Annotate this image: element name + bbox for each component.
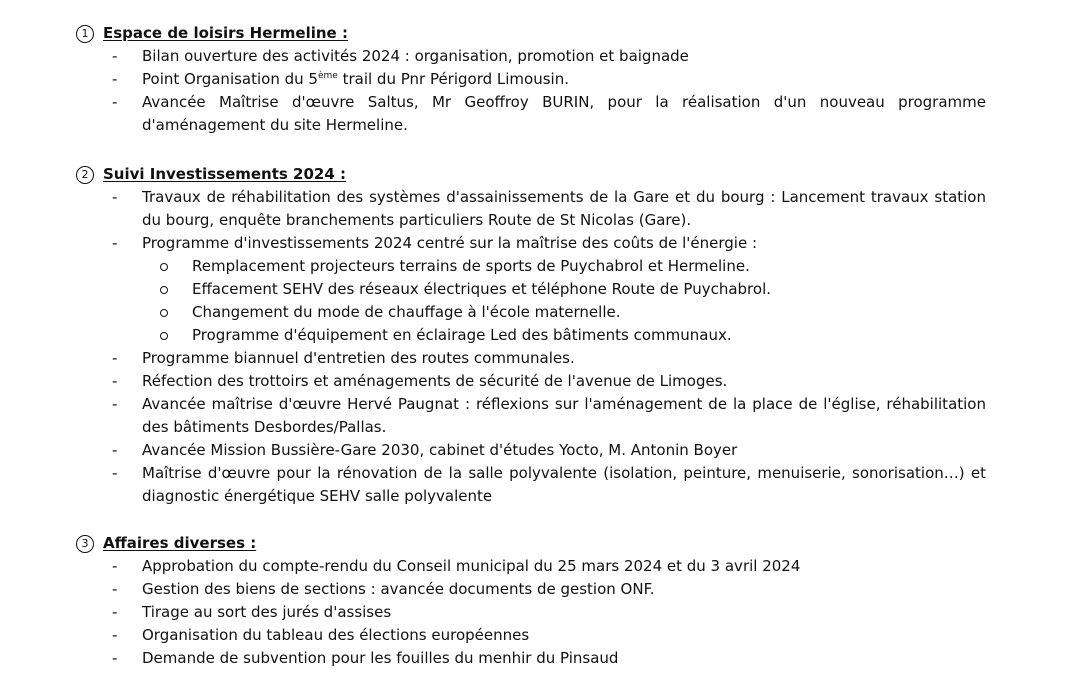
dash-bullet: - xyxy=(112,349,118,367)
dash-bullet: - xyxy=(112,234,118,252)
list-item xyxy=(76,370,986,393)
section-investissements xyxy=(76,162,986,508)
list-item xyxy=(76,555,986,578)
item-list xyxy=(76,186,986,508)
section-espace-loisirs xyxy=(76,21,986,137)
item-text: Organisation du tableau des élections européennes xyxy=(142,626,530,644)
list-item xyxy=(76,647,986,670)
item-text: Approbation du compte-rendu du Conseil municipal du 25 mars 2024 et du 3 avril 2024 xyxy=(142,557,801,575)
item-text: Point Organisation du 5ème trail du Pnr Périgord Limousin. xyxy=(142,70,569,88)
item-text: Programme d'investissements 2024 centré sur la maîtrise des coûts de l'énergie : xyxy=(142,234,758,252)
item-text: Travaux de réhabilitation des systèmes d'assainissements de la Gare et du bourg : Lancement travaux station du bourg, enquête branchements particuliers Route de St Nicolas (Gare). xyxy=(142,188,986,229)
dash-bullet: - xyxy=(112,603,118,621)
dash-bullet: - xyxy=(112,649,118,667)
item-text: Avancée maîtrise d'œuvre Hervé Paugnat : réflexions sur l'aménagement de la place de l'église, réhabilitation des bâtiments Desbordes/Pallas. xyxy=(142,395,986,436)
section-number: 2 xyxy=(76,166,94,184)
item-text: Avancée Maîtrise d'œuvre Saltus, Mr Geoffroy BURIN, pour la réalisation d'un nouveau programme d'aménagement du site Hermeline. xyxy=(142,93,986,134)
list-item xyxy=(76,68,986,91)
sub-list-item xyxy=(76,255,986,278)
sub-item-text: Changement du mode de chauffage à l'école maternelle. xyxy=(192,303,621,321)
dash-bullet: - xyxy=(112,93,118,111)
section-number: 1 xyxy=(76,25,94,43)
section-title: Affaires diverses : xyxy=(103,534,257,552)
sub-item-list xyxy=(76,255,986,347)
list-item xyxy=(76,601,986,624)
item-text: Programme biannuel d'entretien des routes communales. xyxy=(142,349,575,367)
section-heading xyxy=(76,162,986,186)
item-text: Demande de subvention pour les fouilles du menhir du Pinsaud xyxy=(142,649,619,667)
circle-bullet-icon xyxy=(160,332,168,340)
dash-bullet: - xyxy=(112,70,118,88)
sub-item-text: Effacement SEHV des réseaux électriques et téléphone Route de Puychabrol. xyxy=(192,280,772,298)
list-item xyxy=(76,186,986,232)
sub-list-item xyxy=(76,278,986,301)
dash-bullet: - xyxy=(112,626,118,644)
list-item xyxy=(76,578,986,601)
dash-bullet: - xyxy=(112,441,118,459)
list-item xyxy=(76,232,986,347)
sub-item-text: Programme d'équipement en éclairage Led des bâtiments communaux. xyxy=(192,326,732,344)
dash-bullet: - xyxy=(112,395,118,413)
section-heading xyxy=(76,531,986,555)
list-item xyxy=(76,393,986,439)
list-item xyxy=(76,624,986,647)
item-text: Réfection des trottoirs et aménagements de sécurité de l'avenue de Limoges. xyxy=(142,372,728,390)
dash-bullet: - xyxy=(112,464,118,482)
sub-list-item xyxy=(76,301,986,324)
circle-bullet-icon xyxy=(160,263,168,271)
item-text: Tirage au sort des jurés d'assises xyxy=(142,603,392,621)
list-item xyxy=(76,462,986,508)
section-heading xyxy=(76,21,986,45)
list-item xyxy=(76,45,986,68)
item-list xyxy=(76,555,986,670)
section-title: Suivi Investissements 2024 : xyxy=(103,165,347,183)
dash-bullet: - xyxy=(112,580,118,598)
dash-bullet: - xyxy=(112,372,118,390)
circle-bullet-icon xyxy=(160,309,168,317)
section-affaires-diverses xyxy=(76,531,986,670)
item-list xyxy=(76,45,986,137)
dash-bullet: - xyxy=(112,47,118,65)
list-item xyxy=(76,91,986,137)
dash-bullet: - xyxy=(112,557,118,575)
item-text: Avancée Mission Bussière-Gare 2030, cabinet d'études Yocto, M. Antonin Boyer xyxy=(142,441,738,459)
sub-item-text: Remplacement projecteurs terrains de sports de Puychabrol et Hermeline. xyxy=(192,257,750,275)
dash-bullet: - xyxy=(112,188,118,206)
circle-bullet-icon xyxy=(160,286,168,294)
section-title: Espace de loisirs Hermeline : xyxy=(103,24,348,42)
sub-list-item xyxy=(76,324,986,347)
list-item xyxy=(76,347,986,370)
list-item xyxy=(76,439,986,462)
section-number: 3 xyxy=(76,535,94,553)
item-text: Maîtrise d'œuvre pour la rénovation de la salle polyvalente (isolation, peinture, menuiserie, sonorisation…) et diagnostic énergétique SEHV salle polyvalente xyxy=(142,464,986,505)
item-text: Gestion des biens de sections : avancée documents de gestion ONF. xyxy=(142,580,655,598)
item-text: Bilan ouverture des activités 2024 : organisation, promotion et baignade xyxy=(142,47,689,65)
ordinal-superscript: ème xyxy=(317,71,338,81)
